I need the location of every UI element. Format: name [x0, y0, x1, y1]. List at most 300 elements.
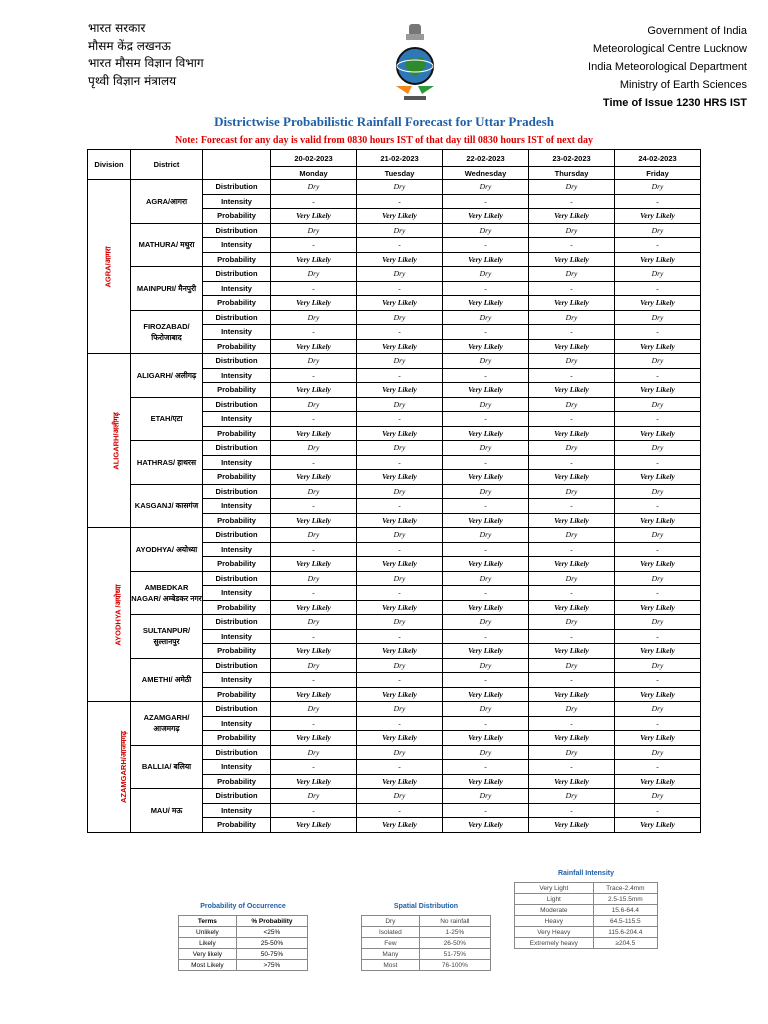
- forecast-row: [88, 267, 701, 282]
- distribution-value-cell: Dry: [357, 310, 443, 325]
- probability-value-cell: Very Likely: [615, 252, 701, 267]
- distribution-value-cell: Dry: [615, 702, 701, 717]
- distribution-value-cell: Dry: [357, 702, 443, 717]
- intensity-value-cell: -: [529, 281, 615, 296]
- intensity-value-cell: -: [357, 238, 443, 253]
- legend-cell: Likely: [179, 938, 237, 949]
- parameter-cell: Intensity: [203, 455, 271, 470]
- district-cell: AMBEDKAR NAGAR/ अम्बेडकर नगर: [131, 571, 203, 615]
- intensity-value-cell: -: [529, 629, 615, 644]
- distribution-value-cell: Dry: [271, 180, 357, 195]
- probability-value-cell: Very Likely: [615, 513, 701, 528]
- parameter-cell: Probability: [203, 644, 271, 659]
- distribution-value-cell: Dry: [529, 397, 615, 412]
- distribution-value-cell: Dry: [529, 441, 615, 456]
- probability-value-cell: Very Likely: [271, 296, 357, 311]
- distribution-value-cell: Dry: [357, 528, 443, 543]
- probability-value-cell: Very Likely: [529, 731, 615, 746]
- district-cell: BALLIA/ बलिया: [131, 745, 203, 789]
- district-cell: MATHURA/ मथुरा: [131, 223, 203, 267]
- parameter-cell: Distribution: [203, 745, 271, 760]
- intensity-value-cell: -: [615, 673, 701, 688]
- distribution-value-cell: Dry: [271, 397, 357, 412]
- probability-value-cell: Very Likely: [357, 339, 443, 354]
- forecast-row: [88, 745, 701, 760]
- legend-cell: Moderate: [515, 905, 594, 916]
- probability-value-cell: Very Likely: [529, 296, 615, 311]
- probability-value-cell: Very Likely: [271, 644, 357, 659]
- probability-value-cell: Very Likely: [529, 687, 615, 702]
- distribution-value-cell: Dry: [615, 223, 701, 238]
- distribution-value-cell: Dry: [357, 571, 443, 586]
- probability-value-cell: Very Likely: [357, 687, 443, 702]
- distribution-value-cell: Dry: [271, 528, 357, 543]
- probability-value-cell: Very Likely: [529, 818, 615, 833]
- intensity-value-cell: -: [271, 455, 357, 470]
- parameter-cell: Distribution: [203, 354, 271, 369]
- day-header: Friday: [615, 167, 701, 180]
- probability-value-cell: Very Likely: [443, 339, 529, 354]
- english-header: [588, 22, 747, 112]
- division-label: ALIGARH/अलीगढ़: [111, 411, 121, 470]
- forecast-row: [88, 658, 701, 673]
- distribution-value-cell: Dry: [271, 310, 357, 325]
- imd-emblem-logo: [392, 24, 438, 104]
- parameter-cell: Distribution: [203, 180, 271, 195]
- distribution-value-cell: Dry: [615, 267, 701, 282]
- legend-header: % Probability: [236, 916, 307, 927]
- intensity-legend: [514, 870, 658, 949]
- probability-value-cell: Very Likely: [529, 383, 615, 398]
- probability-value-cell: Very Likely: [443, 600, 529, 615]
- distribution-value-cell: Dry: [615, 658, 701, 673]
- parameter-cell: Intensity: [203, 673, 271, 688]
- distribution-value-cell: Dry: [443, 484, 529, 499]
- parameter-cell: Distribution: [203, 484, 271, 499]
- probability-value-cell: Very Likely: [615, 209, 701, 224]
- distribution-value-cell: Dry: [357, 180, 443, 195]
- distribution-value-cell: Dry: [615, 180, 701, 195]
- legend-cell: Very Light: [515, 883, 594, 894]
- intensity-value-cell: -: [615, 325, 701, 340]
- probability-value-cell: Very Likely: [443, 818, 529, 833]
- probability-value-cell: Very Likely: [357, 209, 443, 224]
- probability-value-cell: Very Likely: [529, 252, 615, 267]
- distribution-value-cell: Dry: [357, 354, 443, 369]
- intensity-value-cell: -: [529, 673, 615, 688]
- parameter-cell: Intensity: [203, 542, 271, 557]
- intensity-value-cell: -: [357, 281, 443, 296]
- division-cell: [88, 354, 131, 528]
- forecast-row: [88, 528, 701, 543]
- intensity-value-cell: -: [271, 760, 357, 775]
- probability-value-cell: Very Likely: [271, 209, 357, 224]
- probability-value-cell: Very Likely: [357, 296, 443, 311]
- intensity-value-cell: -: [443, 673, 529, 688]
- intensity-value-cell: -: [615, 455, 701, 470]
- probability-value-cell: Very Likely: [271, 818, 357, 833]
- parameter-cell: Distribution: [203, 615, 271, 630]
- distribution-value-cell: Dry: [357, 223, 443, 238]
- distribution-value-cell: Dry: [615, 789, 701, 804]
- legend-cell: 76-100%: [419, 960, 490, 971]
- distribution-value-cell: Dry: [271, 267, 357, 282]
- distribution-value-cell: Dry: [529, 571, 615, 586]
- intensity-value-cell: -: [615, 281, 701, 296]
- legend-cell: Few: [362, 938, 420, 949]
- intensity-value-cell: -: [443, 325, 529, 340]
- distribution-value-cell: Dry: [615, 310, 701, 325]
- distribution-value-cell: Dry: [443, 441, 529, 456]
- distribution-value-cell: Dry: [357, 441, 443, 456]
- date-header: 24-02-2023: [615, 150, 701, 167]
- intensity-value-cell: -: [529, 803, 615, 818]
- district-cell: FIROZABAD/ फिरोजाबाद: [131, 310, 203, 354]
- intensity-value-cell: -: [615, 238, 701, 253]
- parameter-cell: Probability: [203, 470, 271, 485]
- distribution-value-cell: Dry: [615, 528, 701, 543]
- legend-cell: 25-50%: [236, 938, 307, 949]
- intensity-value-cell: -: [615, 760, 701, 775]
- parameter-cell: Distribution: [203, 397, 271, 412]
- probability-value-cell: Very Likely: [271, 687, 357, 702]
- distribution-value-cell: Dry: [529, 484, 615, 499]
- legend-cell: Dry: [362, 916, 420, 927]
- distribution-value-cell: Dry: [443, 528, 529, 543]
- parameter-cell: Probability: [203, 557, 271, 572]
- district-cell: MAINPURI/ मैनपुरी: [131, 267, 203, 311]
- intensity-value-cell: -: [271, 238, 357, 253]
- legend-cell: 1-25%: [419, 927, 490, 938]
- intensity-value-cell: -: [271, 586, 357, 601]
- parameter-cell: Intensity: [203, 368, 271, 383]
- intensity-value-cell: -: [357, 803, 443, 818]
- district-cell: AZAMGARH/ आजमगढ़: [131, 702, 203, 746]
- intensity-value-cell: -: [357, 325, 443, 340]
- forecast-row: [88, 615, 701, 630]
- distribution-value-cell: Dry: [443, 658, 529, 673]
- parameter-cell: Intensity: [203, 803, 271, 818]
- forecast-row: [88, 441, 701, 456]
- intensity-value-cell: -: [443, 194, 529, 209]
- hindi-header-line: भारत सरकार: [88, 21, 146, 35]
- forecast-row: [88, 484, 701, 499]
- intensity-value-cell: -: [529, 760, 615, 775]
- intensity-value-cell: -: [615, 803, 701, 818]
- parameter-cell: Distribution: [203, 571, 271, 586]
- time-of-issue: Time of Issue 1230 HRS IST: [602, 97, 747, 109]
- probability-value-cell: Very Likely: [443, 687, 529, 702]
- parameter-cell: Intensity: [203, 238, 271, 253]
- legend-cell: 2.5-15.5mm: [593, 894, 657, 905]
- legend-cell: Very Heavy: [515, 927, 594, 938]
- forecast-row: [88, 397, 701, 412]
- probability-value-cell: Very Likely: [529, 557, 615, 572]
- distribution-value-cell: Dry: [271, 789, 357, 804]
- probability-value-cell: Very Likely: [357, 774, 443, 789]
- intensity-value-cell: -: [443, 412, 529, 427]
- date-header: 23-02-2023: [529, 150, 615, 167]
- hindi-header-line: पृथ्वी विज्ञान मंत्रालय: [88, 73, 177, 88]
- probability-value-cell: Very Likely: [529, 644, 615, 659]
- probability-value-cell: Very Likely: [271, 339, 357, 354]
- hindi-header-line: मौसम केंद्र लखनऊ: [88, 38, 171, 53]
- parameter-cell: Distribution: [203, 702, 271, 717]
- parameter-cell: Probability: [203, 600, 271, 615]
- hindi-header-line: भारत मौसम विज्ञान विभाग: [88, 56, 204, 70]
- parameter-cell: Intensity: [203, 325, 271, 340]
- parameter-cell: Distribution: [203, 310, 271, 325]
- legend-cell: Very likely: [179, 949, 237, 960]
- probability-value-cell: Very Likely: [443, 557, 529, 572]
- intensity-value-cell: -: [271, 629, 357, 644]
- probability-value-cell: Very Likely: [271, 513, 357, 528]
- distribution-value-cell: Dry: [443, 354, 529, 369]
- intensity-value-cell: -: [357, 586, 443, 601]
- intensity-value-cell: -: [615, 629, 701, 644]
- intensity-value-cell: -: [615, 499, 701, 514]
- probability-value-cell: Very Likely: [529, 209, 615, 224]
- parameter-cell: Probability: [203, 687, 271, 702]
- legend-cell: <25%: [236, 927, 307, 938]
- intensity-value-cell: -: [357, 412, 443, 427]
- parameter-cell: Intensity: [203, 412, 271, 427]
- probability-value-cell: Very Likely: [615, 339, 701, 354]
- parameter-header: [203, 150, 271, 180]
- intensity-value-cell: -: [443, 629, 529, 644]
- intensity-value-cell: -: [443, 803, 529, 818]
- intensity-value-cell: -: [357, 368, 443, 383]
- forecast-table: [87, 149, 701, 833]
- intensity-value-cell: -: [357, 499, 443, 514]
- parameter-cell: Probability: [203, 339, 271, 354]
- distribution-value-cell: Dry: [529, 789, 615, 804]
- division-cell: [88, 528, 131, 702]
- intensity-value-cell: -: [615, 368, 701, 383]
- probability-value-cell: Very Likely: [615, 426, 701, 441]
- distribution-value-cell: Dry: [443, 745, 529, 760]
- probability-value-cell: Very Likely: [615, 818, 701, 833]
- legend-cell: Isolated: [362, 927, 420, 938]
- parameter-cell: Distribution: [203, 267, 271, 282]
- division-cell: [88, 702, 131, 833]
- parameter-cell: Distribution: [203, 528, 271, 543]
- probability-value-cell: Very Likely: [271, 774, 357, 789]
- intensity-value-cell: -: [615, 586, 701, 601]
- probability-value-cell: Very Likely: [357, 252, 443, 267]
- intensity-value-cell: -: [529, 238, 615, 253]
- intensity-value-cell: -: [271, 368, 357, 383]
- probability-value-cell: Very Likely: [529, 426, 615, 441]
- distribution-value-cell: Dry: [443, 571, 529, 586]
- parameter-cell: Probability: [203, 296, 271, 311]
- probability-value-cell: Very Likely: [443, 774, 529, 789]
- probability-value-cell: Very Likely: [271, 731, 357, 746]
- forecast-row: [88, 354, 701, 369]
- district-cell: SULTANPUR/ सुल्तानपुर: [131, 615, 203, 659]
- intensity-value-cell: -: [529, 586, 615, 601]
- distribution-value-cell: Dry: [443, 397, 529, 412]
- probability-value-cell: Very Likely: [357, 513, 443, 528]
- english-header-line: Meteorological Centre Lucknow: [592, 43, 747, 55]
- distribution-value-cell: Dry: [357, 484, 443, 499]
- english-header-line: India Meteorological Department: [588, 61, 747, 73]
- probability-value-cell: Very Likely: [357, 470, 443, 485]
- parameter-cell: Distribution: [203, 441, 271, 456]
- probability-value-cell: Very Likely: [443, 426, 529, 441]
- probability-value-cell: Very Likely: [615, 600, 701, 615]
- division-label: AGRA/आगरा: [103, 245, 113, 288]
- district-cell: MAU/ मऊ: [131, 789, 203, 833]
- day-header: Thursday: [529, 167, 615, 180]
- legend-cell: Most: [362, 960, 420, 971]
- intensity-value-cell: -: [357, 716, 443, 731]
- legend-cell: >75%: [236, 960, 307, 971]
- intensity-value-cell: -: [271, 673, 357, 688]
- intensity-value-cell: -: [529, 455, 615, 470]
- parameter-cell: Intensity: [203, 586, 271, 601]
- intensity-value-cell: -: [357, 455, 443, 470]
- probability-value-cell: Very Likely: [357, 600, 443, 615]
- page-title: Districtwise Probabilistic Rainfall Forecast for Uttar Pradesh: [214, 114, 554, 129]
- forecast-row: [88, 571, 701, 586]
- probability-value-cell: Very Likely: [615, 644, 701, 659]
- intensity-value-cell: -: [529, 542, 615, 557]
- probability-value-cell: Very Likely: [615, 470, 701, 485]
- division-header: Division: [88, 150, 131, 180]
- distribution-value-cell: Dry: [271, 745, 357, 760]
- probability-value-cell: Very Likely: [357, 731, 443, 746]
- intensity-value-cell: -: [529, 368, 615, 383]
- parameter-cell: Intensity: [203, 716, 271, 731]
- distribution-value-cell: Dry: [615, 484, 701, 499]
- probability-value-cell: Very Likely: [615, 383, 701, 398]
- legend-cell: 115.6-204.4: [593, 927, 657, 938]
- distribution-value-cell: Dry: [357, 745, 443, 760]
- probability-value-cell: Very Likely: [615, 687, 701, 702]
- intensity-value-cell: -: [443, 760, 529, 775]
- legend-header: Terms: [179, 916, 237, 927]
- district-cell: HATHRAS/ हाथरस: [131, 441, 203, 485]
- legend-cell: ≥204.5: [593, 938, 657, 949]
- probability-value-cell: Very Likely: [357, 383, 443, 398]
- distribution-value-cell: Dry: [271, 223, 357, 238]
- distribution-value-cell: Dry: [443, 267, 529, 282]
- intensity-value-cell: -: [357, 760, 443, 775]
- parameter-cell: Distribution: [203, 658, 271, 673]
- distribution-value-cell: Dry: [357, 789, 443, 804]
- district-cell: ETAH/एटा: [131, 397, 203, 441]
- intensity-value-cell: -: [271, 499, 357, 514]
- legend-cell: Trace-2.4mm: [593, 883, 657, 894]
- probability-value-cell: Very Likely: [357, 644, 443, 659]
- probability-value-cell: Very Likely: [271, 383, 357, 398]
- intensity-value-cell: -: [443, 542, 529, 557]
- intensity-value-cell: -: [443, 455, 529, 470]
- probability-value-cell: Very Likely: [271, 600, 357, 615]
- hindi-header: [88, 20, 204, 90]
- legend-cell: Many: [362, 949, 420, 960]
- intensity-value-cell: -: [271, 412, 357, 427]
- intensity-value-cell: -: [615, 716, 701, 731]
- probability-value-cell: Very Likely: [271, 470, 357, 485]
- distribution-value-cell: Dry: [615, 571, 701, 586]
- probability-value-cell: Very Likely: [529, 513, 615, 528]
- intensity-value-cell: -: [443, 368, 529, 383]
- forecast-row: [88, 789, 701, 804]
- intensity-value-cell: -: [529, 412, 615, 427]
- intensity-value-cell: -: [529, 325, 615, 340]
- probability-value-cell: Very Likely: [357, 426, 443, 441]
- forecast-row: [88, 180, 701, 195]
- probability-value-cell: Very Likely: [443, 296, 529, 311]
- distribution-value-cell: Dry: [357, 658, 443, 673]
- intensity-value-cell: -: [615, 542, 701, 557]
- intensity-value-cell: -: [357, 542, 443, 557]
- parameter-cell: Distribution: [203, 789, 271, 804]
- distribution-value-cell: Dry: [443, 180, 529, 195]
- day-header: Wednesday: [443, 167, 529, 180]
- probability-value-cell: Very Likely: [529, 339, 615, 354]
- distribution-value-cell: Dry: [529, 615, 615, 630]
- intensity-value-cell: -: [443, 238, 529, 253]
- parameter-cell: Probability: [203, 209, 271, 224]
- intensity-value-cell: -: [271, 542, 357, 557]
- parameter-cell: Probability: [203, 731, 271, 746]
- forecast-row: [88, 310, 701, 325]
- intensity-value-cell: -: [271, 194, 357, 209]
- distribution-value-cell: Dry: [529, 702, 615, 717]
- distribution-value-cell: Dry: [443, 789, 529, 804]
- distribution-value-cell: Dry: [529, 267, 615, 282]
- intensity-value-cell: -: [443, 281, 529, 296]
- intensity-value-cell: -: [271, 281, 357, 296]
- forecast-row: [88, 702, 701, 717]
- division-label: AZAMGARH/आजमगढ़: [119, 730, 128, 803]
- parameter-cell: Probability: [203, 426, 271, 441]
- parameter-cell: Probability: [203, 818, 271, 833]
- parameter-cell: Distribution: [203, 223, 271, 238]
- legend-title: Probability of Occurrence: [200, 903, 286, 910]
- distribution-value-cell: Dry: [529, 658, 615, 673]
- intensity-value-cell: -: [357, 629, 443, 644]
- date-header: 22-02-2023: [443, 150, 529, 167]
- english-header-line: Ministry of Earth Sciences: [619, 79, 747, 91]
- probability-value-cell: Very Likely: [443, 252, 529, 267]
- parameter-cell: Intensity: [203, 499, 271, 514]
- probability-value-cell: Very Likely: [357, 557, 443, 572]
- legend-cell: 64.5-115.5: [593, 916, 657, 927]
- legend-cell: Heavy: [515, 916, 594, 927]
- intensity-value-cell: -: [357, 194, 443, 209]
- distribution-value-cell: Dry: [271, 441, 357, 456]
- district-cell: ALIGARH/ अलीगढ़: [131, 354, 203, 398]
- probability-value-cell: Very Likely: [615, 557, 701, 572]
- division-cell: [88, 180, 131, 354]
- intensity-value-cell: -: [443, 499, 529, 514]
- parameter-cell: Probability: [203, 513, 271, 528]
- distribution-value-cell: Dry: [443, 615, 529, 630]
- legend-title: Rainfall Intensity: [557, 870, 614, 877]
- district-cell: AGRA/आगरा: [131, 180, 203, 224]
- spatial-legend: [361, 903, 491, 971]
- day-header: Tuesday: [357, 167, 443, 180]
- parameter-cell: Intensity: [203, 281, 271, 296]
- distribution-value-cell: Dry: [357, 397, 443, 412]
- distribution-value-cell: Dry: [271, 484, 357, 499]
- day-header: Monday: [271, 167, 357, 180]
- parameter-cell: Intensity: [203, 194, 271, 209]
